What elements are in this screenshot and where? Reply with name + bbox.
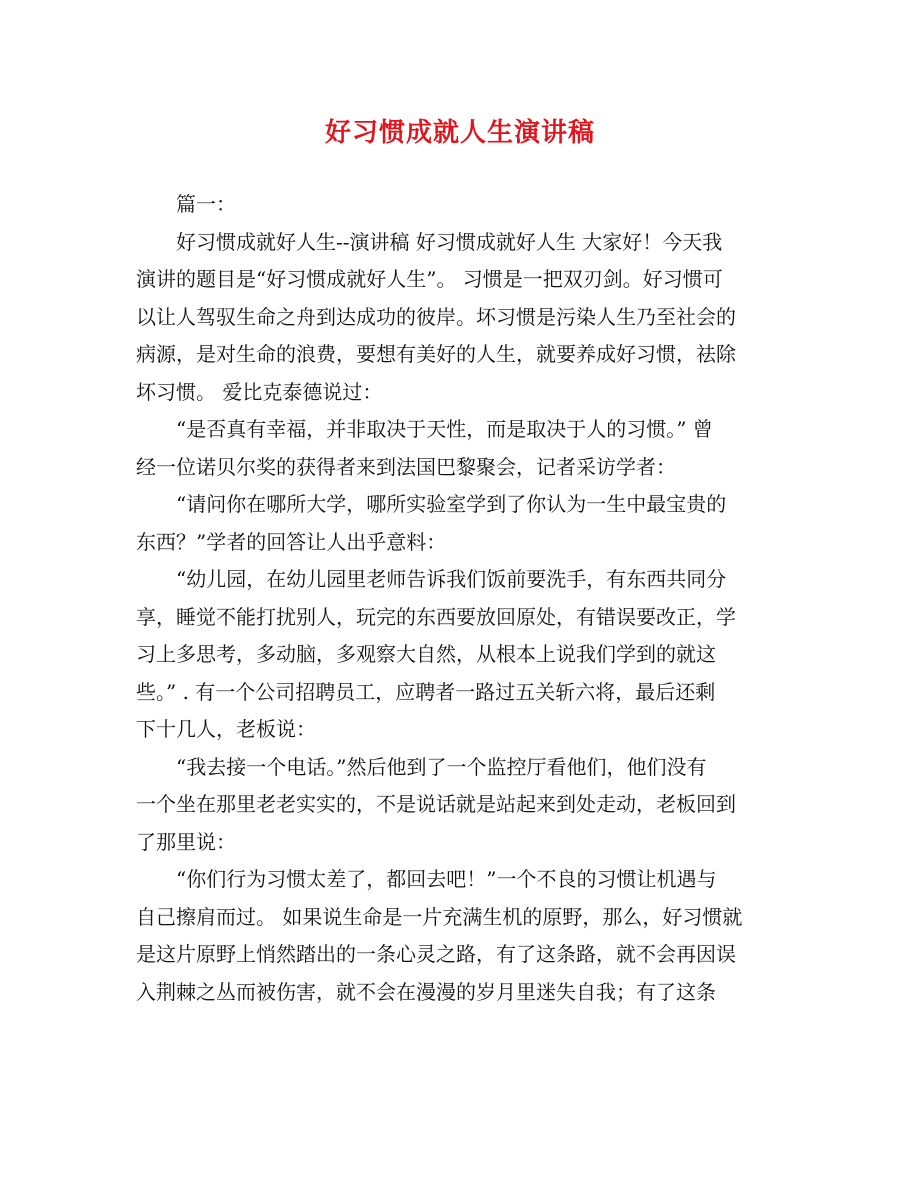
body-line: 些。” . 有一个公司招聘员工，应聘者一路过五关斩六将，最后还剩 — [136, 679, 716, 704]
body-line: 享，睡觉不能打扰别人，玩完的东西要放回原处，有错误要改正，学 — [136, 604, 736, 629]
body-line: 好习惯成就好人生--演讲稿 好习惯成就好人生 大家好！今天我 — [176, 229, 723, 254]
body-line: 演讲的题目是“好习惯成就好人生”。 习惯是一把双刃剑。好习惯可 — [136, 267, 723, 291]
body-line: 篇一： — [176, 192, 236, 216]
body-line: 入荆棘之丛而被伤害，就不会在漫漫的岁月里迷失自我；有了这条 — [136, 979, 716, 1004]
body-line: 病源，是对生命的浪费，要想有美好的人生，就要养成好习惯，祛除 — [136, 342, 736, 366]
body-line: 坏习惯。 爱比克泰德说过： — [136, 379, 383, 404]
body-line: “是否真有幸福，并非取决于天性，而是取决于人的习惯。” 曾 — [176, 417, 713, 441]
body-line: 经一位诺贝尔奖的获得者来到法国巴黎聚会，记者采访学者： — [136, 454, 676, 479]
body-line: 是这片原野上悄然踏出的一条心灵之路，有了这条路，就不会再因误 — [136, 942, 736, 966]
body-line: “幼儿园，在幼儿园里老师告诉我们饭前要洗手，有东西共同分 — [176, 567, 727, 591]
document-title: 好习惯成就人生演讲稿 — [324, 118, 595, 148]
body-line: 自己擦肩而过。 如果说生命是一片充满生机的原野，那么，好习惯就 — [136, 904, 743, 929]
body-line: 习上多思考，多动脑，多观察大自然，从根本上说我们学到的就这 — [136, 642, 716, 666]
document-body — [136, 186, 784, 1011]
body-line: 一个坐在那里老老实实的，不是说话就是站起来到处走动，老板回到 — [136, 792, 736, 816]
body-line: 下十几人，老板说： — [136, 717, 316, 741]
body-line: “你们行为习惯太差了，都回去吧！”一个不良的习惯让机遇与 — [176, 867, 717, 891]
body-line: 了那里说： — [136, 829, 236, 854]
body-line: “我去接一个电话。”然后他到了一个监控厅看他们，他们没有 — [176, 754, 707, 779]
body-line: “请问你在哪所大学，哪所实验室学到了你认为一生中最宝贵的 — [176, 492, 727, 516]
body-line: 以让人驾驭生命之舟到达成功的彼岸。坏习惯是污染人生乃至社会的 — [136, 304, 736, 329]
body-line: 东西？”学者的回答让人出乎意料： — [136, 529, 447, 554]
